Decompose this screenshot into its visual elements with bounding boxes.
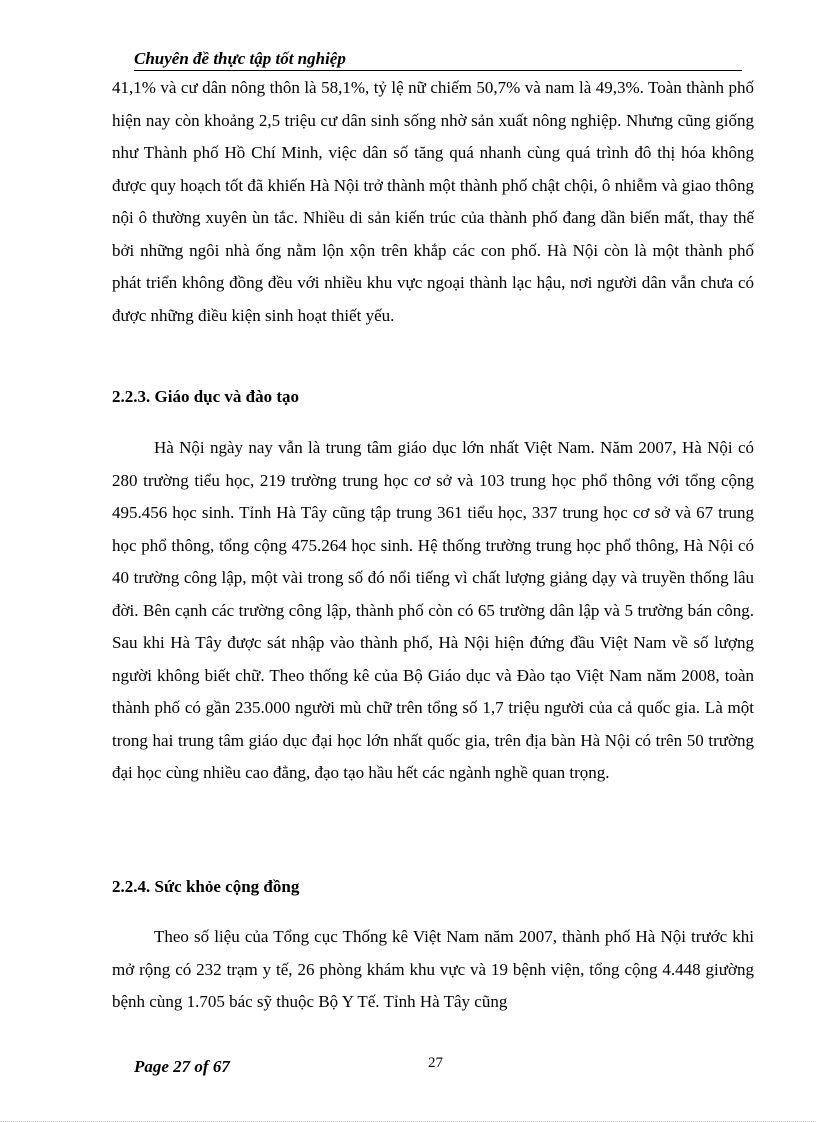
page-number: 27 — [428, 1055, 443, 1071]
body-text: 41,1% và cư dân nông thôn là 58,1%, tỷ lệ nữ chiếm 50,7% và nam là 49,3%. Toàn thành phố hiện nay còn khoảng 2,5 triệu cư dân sinh sống nhờ sản xuất nông nghiệp. Nhưng cũng giống như Thành phố Hồ Chí Minh, việc dân số tăng quá nhanh cùng quá trình đô thị hóa không được quy hoạch tốt đã khiến Hà Nội trở thành một thành phố chật chội, ô nhiễm và giao thông nội ô thường xuyên ùn tắc. Nhiều di sản kiến trúc của thành phố đang dần biến mất, thay thế bởi những ngôi nhà ống nằm lộn xộn trên khắp các con phố. Hà Nội còn là một thành phố phát triển không đồng đều với nhiều khu vực ngoại thành lạc hậu, nơi người dân vẫn chưa có được những điều kiện sinh hoạt thiết yếu. — [112, 78, 754, 325]
paragraph-health — [112, 921, 754, 1019]
page-footer-label: Page 27 of 67 — [134, 1057, 230, 1076]
paragraph-population — [112, 72, 754, 332]
section-heading-education: 2.2.3. Giáo dục và đào tạo — [112, 387, 300, 406]
running-header: Chuyên đề thực tập tốt nghiệp — [134, 49, 742, 71]
section-heading-health: 2.2.4. Sức khỏe cộng đồng — [112, 877, 300, 896]
body-text: Hà Nội ngày nay vẫn là trung tâm giáo dục lớn nhất Việt Nam. Năm 2007, Hà Nội có 280 trường tiểu học, 219 trường trung học cơ sở và 103 trung học phổ thông với tổng cộng 495.456 học sinh. Tỉnh Hà Tây cũng tập trung 361 tiểu học, 337 trung học cơ sở và 67 trung học phổ thông, tổng cộng 475.264 học sinh. Hệ thống trường trung học phổ thông, Hà Nội có 40 trường công lập, một vài trong số đó nổi tiếng vì chất lượng giảng dạy và truyền thống lâu đời. Bên cạnh các trường công lập, thành phố còn có 65 trường dân lập và 5 trường bán công. Sau khi Hà Tây được sát nhập vào thành phố, Hà Nội hiện đứng đầu Việt Nam về số lượng người không biết chữ. Theo thống kê của Bộ Giáo dục và Đào tạo Việt Nam năm 2008, toàn thành phố có gần 235.000 người mù chữ trên tổng số 1,7 triệu người của cả quốc gia. Là một trong hai trung tâm giáo dục đại học lớn nhất quốc gia, trên địa bàn Hà Nội có trên 50 trường đại học cùng nhiều cao đẳng, đạo tạo hầu hết các ngành nghề quan trọng. — [112, 438, 754, 782]
body-text: Theo số liệu của Tổng cục Thống kê Việt Nam năm 2007, thành phố Hà Nội trước khi mở rộng có 232 trạm y tế, 26 phòng khám khu vực và 19 bệnh viện, tổng cộng 4.448 giường bệnh cùng 1.705 bác sỹ thuộc Bộ Y Tế. Tỉnh Hà Tây cũng — [112, 927, 754, 1011]
paragraph-education — [112, 432, 754, 790]
